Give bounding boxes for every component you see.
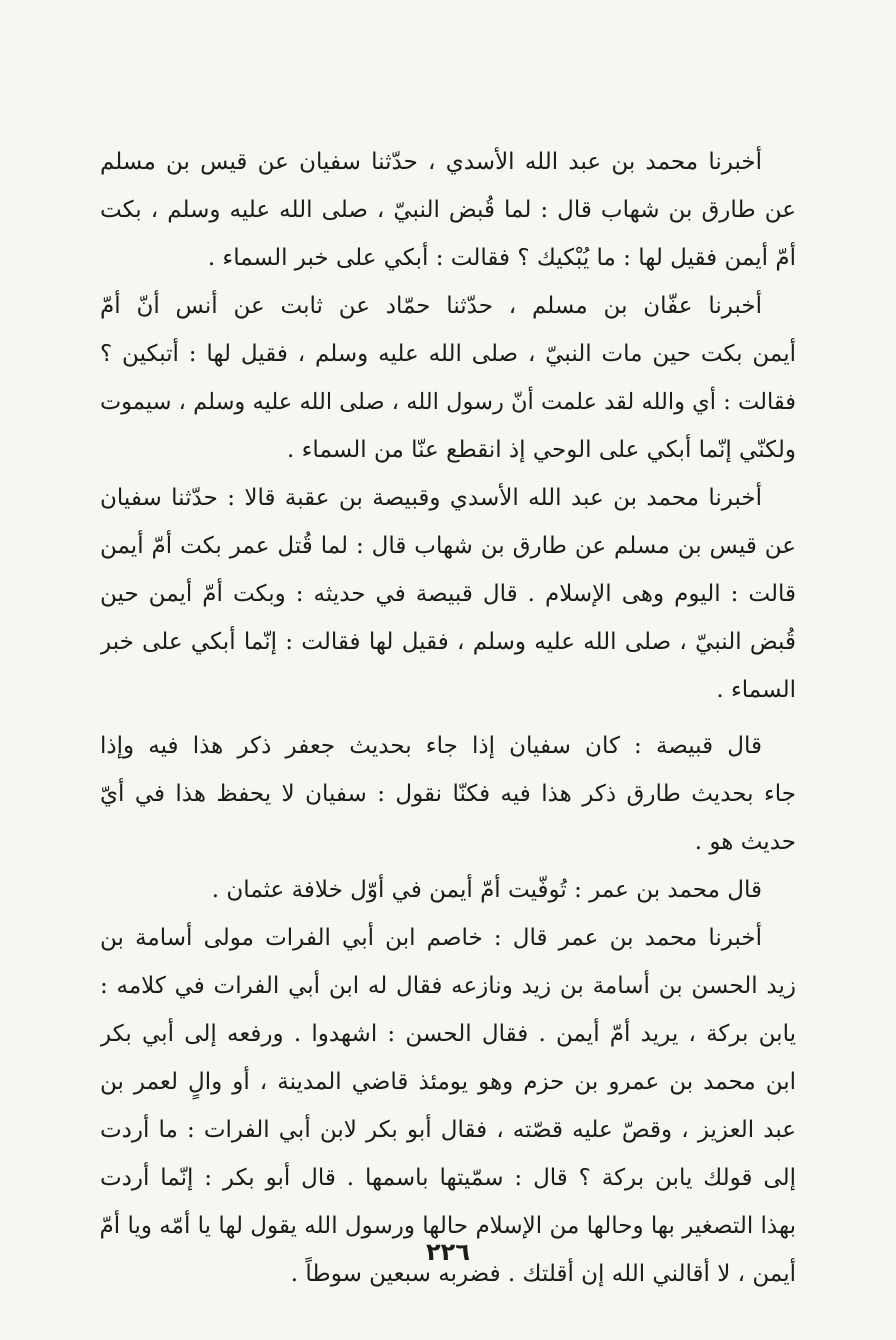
text-line: حديث هو . [694, 829, 796, 855]
paragraph-3 [100, 474, 796, 714]
text-line: قال قبيصة : كان سفيان إذا جاء بحديث جعفر ذكر هذا فيه وإذا [100, 733, 762, 759]
paragraph-1 [100, 138, 796, 282]
text-line: عن طارق بن شهاب قال : لما قُبض النبيّ ، صلى الله عليه وسلم ، بكت [100, 197, 796, 223]
text-line: السماء . [716, 677, 796, 703]
text-line: زيد الحسن بن أسامة بن زيد ونازعه فقال له ابن أبي الفرات في كلامه : [100, 973, 796, 999]
text-line: عبد العزيز ، وقصّ عليه قصّته ، فقال أبو بكر لابن أبي الفرات : ما أردت [100, 1117, 796, 1143]
text-line: قُبض النبيّ ، صلى الله عليه وسلم ، فقيل لها فقالت : إنّما أبكي على خبر [100, 629, 796, 655]
paragraph-2 [100, 282, 796, 474]
text-line: أخبرنا محمد بن عبد الله الأسدي ، حدّثنا سفيان عن قيس بن مسلم [100, 149, 762, 175]
text-line: أيمن بكت حين مات النبيّ ، صلى الله عليه وسلم ، فقيل لها : أتبكين ؟ [100, 341, 796, 367]
paragraph-5 [100, 866, 796, 914]
text-line: فقالت : أي والله لقد علمت أنّ رسول الله ، صلى الله عليه وسلم ، سيموت [100, 389, 796, 415]
text-line: أخبرنا عفّان بن مسلم ، حدّثنا حمّاد عن ثابت عن أنس أنّ أمّ [100, 293, 762, 319]
text-line: ابن محمد بن عمرو بن حزم وهو يومئذ قاضي المدينة ، أو والٍ لعمر بن [100, 1069, 796, 1095]
text-line: أمّ أيمن فقيل لها : ما يُبْكيك ؟ فقالت : أبكي على خبر السماء . [207, 245, 796, 271]
text-line: جاء بحديث طارق ذكر هذا فيه فكنّا نقول : سفيان لا يحفظ هذا في أيّ [100, 781, 796, 807]
paragraph-4 [100, 722, 796, 866]
text-line: عن قيس بن مسلم عن طارق بن شهاب قال : لما قُتل عمر بكت أمّ أيمن [100, 533, 796, 559]
text-line: إلى قولك يابن بركة ؟ قال : سمّيتها باسمها . قال أبو بكر : إنّما أردت [100, 1165, 796, 1191]
page-body [100, 138, 796, 1298]
text-line: قالت : اليوم وهى الإسلام . قال قبيصة في حديثه : وبكت أمّ أيمن حين [100, 581, 796, 607]
text-line: أخبرنا محمد بن عمر قال : خاصم ابن أبي الفرات مولى أسامة بن [100, 925, 762, 951]
text-line: أخبرنا محمد بن عبد الله الأسدي وقبيصة بن عقبة قالا : حدّثنا سفيان [100, 485, 762, 511]
page-number: ٢٢٦ [426, 1238, 470, 1266]
text-line: قال محمد بن عمر : تُوفّيت أمّ أيمن في أوّل خلافة عثمان . [211, 877, 762, 903]
text-line: ولكنّي إنّما أبكي على الوحي إذ انقطع عنّا من السماء . [287, 437, 796, 463]
text-line: بهذا التصغير بها وحالها من الإسلام حالها ورسول الله يقول لها يا أمّه ويا أمّ [100, 1213, 796, 1239]
paragraph-gap [100, 714, 796, 722]
text-line: أيمن ، لا أقالني الله إن أقلتك . فضربه سبعين سوطاً . [290, 1261, 796, 1287]
text-line: يابن بركة ، يريد أمّ أيمن . فقال الحسن : اشهدوا . ورفعه إلى أبي بكر [100, 1021, 796, 1047]
